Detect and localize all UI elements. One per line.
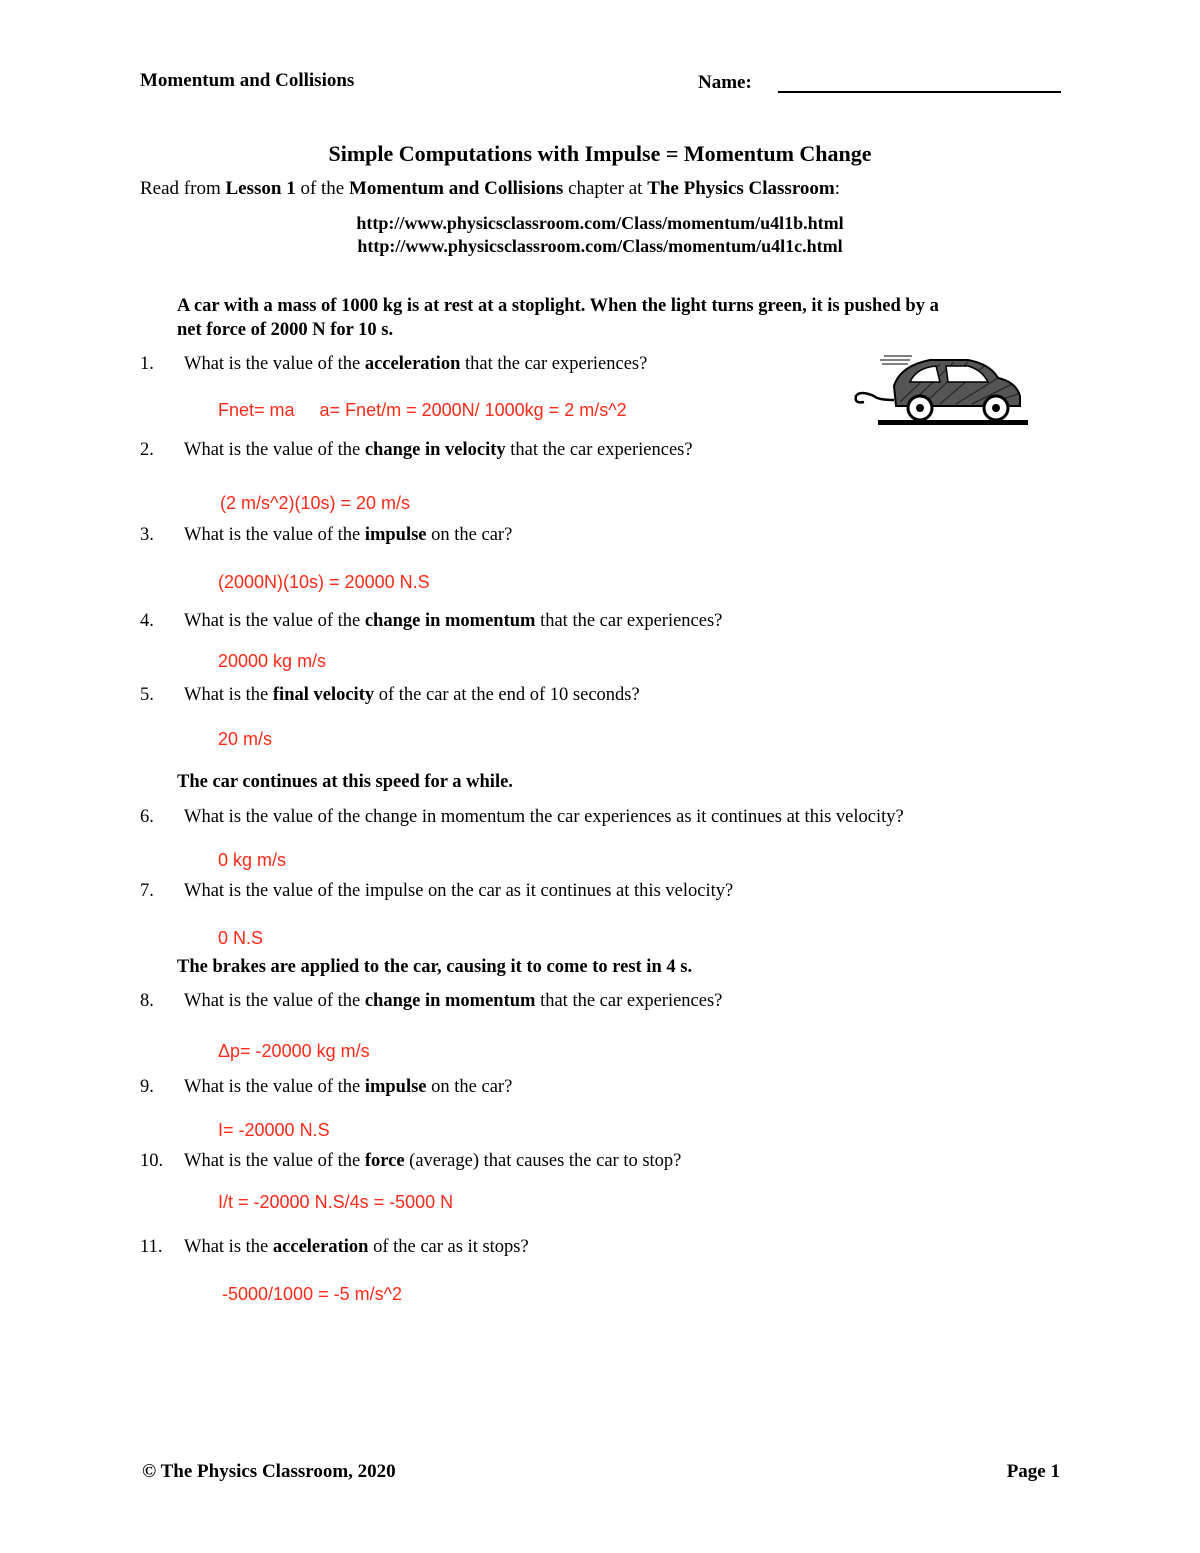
answer-3: (2000N)(10s) = 20000 N.S xyxy=(218,572,430,592)
answer-5: 20 m/s xyxy=(218,729,273,749)
name-label: Name: xyxy=(698,72,752,93)
car-icon xyxy=(850,352,1030,428)
reading-instructions: Read from Lesson 1 of the Momentum and Collisions chapter at The Physics Classroom: xyxy=(140,178,841,199)
scenario-line-2: net force of 2000 N for 10 s. xyxy=(177,320,394,340)
question-2: 2. What is the value of the change in velocity that the car experiences? xyxy=(140,440,693,460)
question-1: 1. What is the value of the acceleration that the car experiences? xyxy=(140,354,648,374)
question-6: 6. What is the value of the change in momentum the car experiences as it continues at this velocity? xyxy=(140,807,904,827)
scenario-brakes: The brakes are applied to the car, causing it to come to rest in 4 s. xyxy=(177,957,693,977)
page-title: Simple Computations with Impulse = Momentum Change xyxy=(328,141,872,166)
question-11: 11. What is the acceleration of the car as it stops? xyxy=(140,1237,529,1257)
answer-7: 0 N.S xyxy=(218,928,264,948)
answer-1: Fnet= ma a= Fnet/m = 2000N/ 1000kg = 2 m/s^2 xyxy=(218,400,627,420)
question-10: 10. What is the value of the force (average) that causes the car to stop? xyxy=(140,1151,682,1171)
answer-11: -5000/1000 = -5 m/s^2 xyxy=(222,1284,403,1304)
answer-2: (2 m/s^2)(10s) = 20 m/s xyxy=(220,493,410,513)
scenario-line-1: A car with a mass of 1000 kg is at rest at a stoplight. When the light turns green, it is pushed by a xyxy=(177,296,939,316)
worksheet-topic: Momentum and Collisions xyxy=(140,70,355,91)
question-3: 3. What is the value of the impulse on the car? xyxy=(140,525,513,545)
footer-copyright: © The Physics Classroom, 2020 xyxy=(142,1461,396,1482)
question-5: 5. What is the final velocity of the car at the end of 10 seconds? xyxy=(140,685,640,705)
scenario-continues: The car continues at this speed for a while. xyxy=(177,772,513,792)
question-7: 7. What is the value of the impulse on the car as it continues at this velocity? xyxy=(140,881,734,901)
page-number: Page 1 xyxy=(1006,1461,1060,1482)
question-9: 9. What is the value of the impulse on the car? xyxy=(140,1077,513,1097)
answer-4: 20000 kg m/s xyxy=(218,651,327,671)
answer-8: Δp= -20000 kg m/s xyxy=(218,1041,370,1061)
lesson-link-2[interactable]: http://www.physicsclassroom.com/Class/momentum/u4l1c.html xyxy=(357,236,843,256)
question-8: 8. What is the value of the change in momentum that the car experiences? xyxy=(140,991,723,1011)
lesson-link-1[interactable]: http://www.physicsclassroom.com/Class/momentum/u4l1b.html xyxy=(356,213,844,233)
name-input-line[interactable] xyxy=(778,91,1061,93)
answer-6: 0 kg m/s xyxy=(218,850,287,870)
question-4: 4. What is the value of the change in momentum that the car experiences? xyxy=(140,611,723,631)
answer-9: I= -20000 N.S xyxy=(218,1120,330,1140)
answer-10: I/t = -20000 N.S/4s = -5000 N xyxy=(218,1192,454,1212)
